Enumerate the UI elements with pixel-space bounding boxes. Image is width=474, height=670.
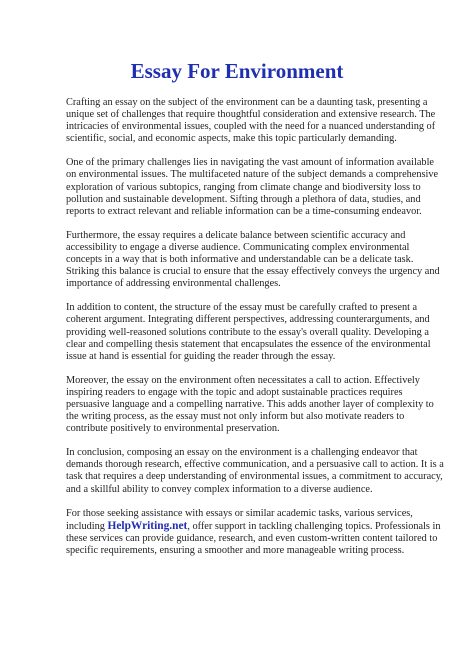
paragraph-conclusion: In conclusion, composing an essay on the environment is a challenging endeavor that demands thorough research, effective communication, and a persuasive call to action. It is a task that requires a deep understanding of environmental issues, a commitment to accuracy, and a skillful ability to convey complex information to a diverse audience. bbox=[66, 447, 444, 495]
paragraph-intro: Crafting an essay on the subject of the environment can be a daunting task, presenting a unique set of challenges that require thoughtful consideration and extensive research. The intricacies of environmental issues, coupled with the need for a nuanced understanding of scientific, social, and economic aspects, make this topic particularly demanding. bbox=[66, 97, 436, 145]
paragraph-assistance bbox=[66, 508, 444, 557]
paragraph-balance: Furthermore, the essay requires a delicate balance between scientific accuracy and accessibility to engage a diverse audience. Communicating complex environmental concepts in a way that is both informative and understandable can be a delicate task. Striking this balance is crucial to ensure that the essay effectively conveys the urgency and importance of addressing environmental challenges. bbox=[66, 229, 440, 290]
helpwriting-link[interactable]: HelpWriting.net bbox=[107, 519, 188, 532]
paragraph-challenges: One of the primary challenges lies in navigating the vast amount of information available on environmental issues. The multifaceted nature of the subject demands a comprehensive exploration of various subtopics, ranging from climate change and biodiversity loss to pollution and sustainable development. Sifting through a plethora of data, studies, and reports to extract relevant and reliable information can be a time-consuming endeavor. bbox=[66, 157, 439, 217]
assistance-text-after-link: , offer support in tackling challenging topics. Professionals in these services can provide guidance, research, and even custom-written content tailored to specific requirements, ensuring a smoother and more manageable writing process. bbox=[66, 520, 441, 556]
paragraph-call-to-action: Moreover, the essay on the environment often necessitates a call to action. Effectively inspiring readers to engage with the topic and adopt sustainable practices requires persuasive language and a compelling narrative. This adds another layer of complexity to the writing process, as the essay must not only inform but also motivate readers to contribute positively to environmental preservation. bbox=[66, 374, 434, 435]
document-body bbox=[66, 97, 444, 569]
paragraph-structure: In addition to content, the structure of the essay must be carefully crafted to present a coherent argument. Integrating different perspectives, addressing counterarguments, and providing well-reasoned solutions contribute to the essay's overall quality. Developing a clear and compelling thesis statement that encapsulates the essence of the environmental issue at hand is essential for guiding the reader through the essay. bbox=[66, 302, 431, 362]
document-title: Essay For Environment bbox=[130, 59, 344, 83]
assistance-text-before-link: For those seeking assistance with essays or similar academic tasks, various services, including bbox=[66, 507, 413, 532]
